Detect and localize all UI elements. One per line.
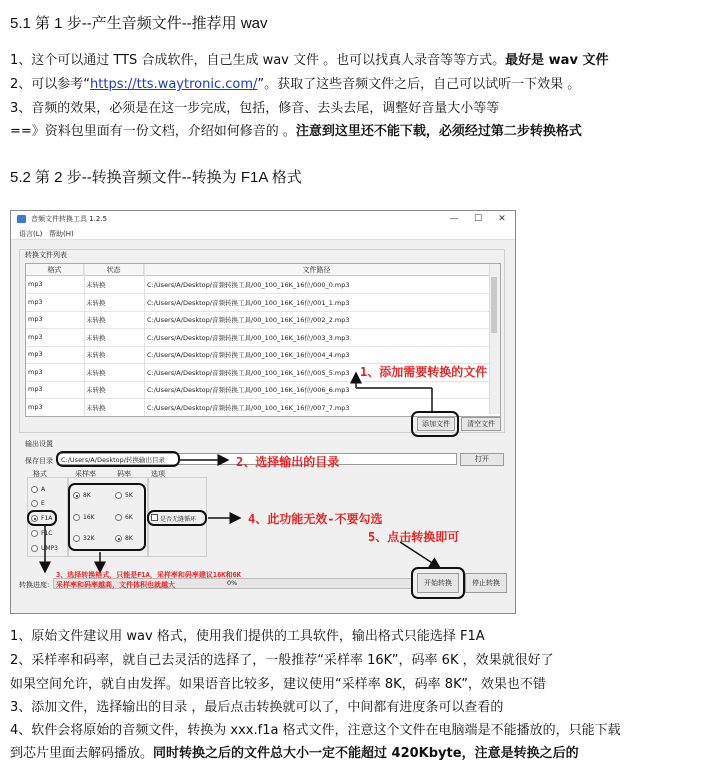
annotation-2: 2、选择输出的目录 (236, 455, 340, 469)
minimize-icon[interactable]: — (449, 214, 459, 224)
row-status: 未转换 (86, 351, 106, 359)
progress-percent: 0% (227, 579, 238, 587)
row-path: C:/Users/A/Desktop/音频转换工具/00_100_16K_16位/003_3.mp3 (147, 333, 350, 342)
note-6 (10, 745, 579, 763)
sample-rate-label: 采样率 (75, 470, 96, 478)
annotation-5: 5、点击转换即可 (368, 530, 460, 544)
bitrate-8k-label: 8K (125, 535, 133, 542)
row-path: C:/Users/A/Desktop/音频转换工具/00_100_16K_16位/001_1.mp3 (147, 298, 350, 307)
s1-line-4-bold: 注意到这里还不能下载，必须经过第二步转换格式 (295, 124, 582, 139)
section2-heading: 5.2 第 2 步--转换音频文件--转换为 F1A 格式 (10, 169, 302, 186)
sample-8k-label: 8K (83, 492, 91, 499)
row-status: 未转换 (86, 316, 106, 324)
s1-line-2-post: ”。获取了这些音频文件之后，自己可以试听一下效果 。 (257, 77, 581, 92)
s1-line-4-text: ==》资料包里面有一份文档，介绍如何修音的 。 (10, 124, 296, 139)
section1-heading: 5.1 第 1 步--产生音频文件--推荐用 wav (10, 15, 268, 32)
row-format: mp3 (28, 385, 43, 393)
row-path: C:/Users/A/Desktop/音频转换工具/00_100_16K_16位/005_5.mp3 (147, 368, 350, 377)
note-4-text: 3、添加文件，选择输出的目录 ，最后点击转换就可以了，中间都有进度条可以查看的 (10, 700, 504, 715)
note-5 (10, 722, 621, 740)
row-path: C:/Users/A/Desktop/音频转换工具/00_100_16K_16位/000_0.mp3 (147, 281, 350, 289)
annotation-3-line1: 3、选择转换格式，只能是F1A，采样率和码率建议16K和6K (56, 571, 241, 579)
row-format: mp3 (28, 332, 43, 341)
clear-file-button[interactable]: 清空文件 (461, 417, 501, 431)
tts-link[interactable]: https://tts.waytronic.com/ (90, 77, 258, 92)
row-status: 未转换 (86, 333, 106, 342)
row-path: C:/Users/A/Desktop/音频转换工具/00_100_16K_16位/007_7.mp3 (147, 403, 350, 412)
bitrate-label: 码率 (117, 470, 131, 478)
note-4 (10, 699, 503, 717)
menu-help[interactable]: 帮助(H) (49, 230, 74, 238)
format-f1c-label: F1C (41, 530, 53, 537)
output-settings-label: 输出设置 (25, 440, 53, 448)
note-3-text: 如果空间允许，就自由发挥。如果语音比较多，建议使用“采样率 8K，码率 8K”，效果也不错 (10, 677, 546, 692)
stop-convert-button[interactable]: 停止转换 (465, 573, 507, 593)
note-5-text: 4、软件会将原始的音频文件，转换为 xxx.f1a 格式文件，注意这个文件在电脑端是不能播放的，只能下载 (10, 723, 621, 738)
open-button[interactable]: 打开 (460, 453, 504, 466)
row-format: mp3 (28, 367, 43, 376)
row-status: 未转换 (86, 298, 106, 307)
row-status: 未转换 (86, 281, 106, 289)
row-format: mp3 (28, 350, 43, 358)
options-label: 选项 (151, 470, 165, 478)
save-dir-label: 保存目录 (25, 457, 53, 465)
note-1-text: 1、原始文件建议用 wav 格式，使用我们提供的工具软件，输出格式只能选择 F1A (10, 629, 485, 644)
note-1 (10, 628, 485, 646)
s1-line-3-text: 3、音频的效果，必须是在这一步完成，包括，修音、去头去尾，调整好音量大小等等 (10, 101, 500, 116)
s1-line-1-bold: 最好是 wav 文件 (505, 53, 609, 68)
close-icon[interactable]: ✕ (498, 214, 506, 224)
row-path: C:/Users/A/Desktop/音频转换工具/00_100_16K_16位/006_6.mp3 (147, 386, 350, 394)
note-6-bold: 同时转换之后的文件总大小一定不能超过 420Kbyte，注意是转换之后的 (153, 746, 579, 761)
row-status: 未转换 (86, 368, 106, 377)
annotation-3-line2: 采样率和码率越高，文件体积也就越大 (56, 581, 175, 589)
sample-32k-label: 32K (83, 535, 95, 542)
annotation-4: 4、此功能无效-不要勾选 (248, 512, 383, 526)
row-path: C:/Users/A/Desktop/音频转换工具/00_100_16K_16位/002_2.mp3 (147, 316, 350, 324)
row-status: 未转换 (86, 403, 106, 412)
s1-line-1-text: 1、这个可以通过 TTS 合成软件，自己生成 wav 文件 。也可以找真人录音等等方式。 (10, 53, 506, 68)
note-2 (10, 652, 554, 670)
format-f1a-label: F1A (41, 515, 53, 522)
format-ump3-label: UMP3 (41, 545, 59, 552)
bitrate-6k-label: 6K (125, 514, 133, 521)
row-format: mp3 (28, 280, 43, 288)
file-list-label: 转换文件列表 (25, 251, 67, 259)
format-label: 格式 (33, 470, 47, 478)
progress-label: 转换进度: (19, 581, 50, 589)
row-format: mp3 (28, 297, 43, 306)
format-e-label: E (41, 500, 45, 507)
row-status: 未转换 (86, 386, 106, 394)
row-path: C:/Users/A/Desktop/音频转换工具/00_100_16K_16位/004_4.mp3 (147, 351, 350, 359)
col-format[interactable]: 格式 (26, 264, 84, 276)
note-2-text: 2、采样率和码率，就自己去灵活的选择了，一般推荐“采样率 16K”，码率 6K ，效果就很好了 (10, 653, 554, 668)
maximize-icon[interactable]: ☐ (473, 214, 483, 224)
menu-language[interactable]: 语言(L) (19, 230, 43, 238)
start-convert-button[interactable]: 开始转换 (417, 573, 459, 593)
add-file-button[interactable]: 添加文件 (417, 417, 455, 431)
sample-16k-label: 16K (83, 514, 95, 521)
annotation-1: 1、添加需要转换的文件 (360, 365, 488, 379)
note-3 (10, 676, 546, 694)
col-status[interactable]: 状态 (84, 264, 144, 276)
col-path[interactable]: 文件路径 (144, 264, 490, 276)
window-title: 音频文件转换工具 1.2.5 (31, 215, 108, 223)
row-format: mp3 (28, 315, 43, 323)
loop-checkbox-label: 是否无缝循环 (160, 516, 197, 523)
note-6-text: 到芯片里面去解码播放。 (10, 746, 154, 761)
bitrate-5k-label: 5K (125, 492, 133, 499)
row-format: mp3 (28, 402, 43, 411)
s1-line-2-text: 2、可以参考“ (10, 77, 91, 92)
format-a-label: A (41, 486, 46, 493)
save-dir-value: C:/Users/A/Desktop/转换输出目录 (61, 456, 165, 464)
